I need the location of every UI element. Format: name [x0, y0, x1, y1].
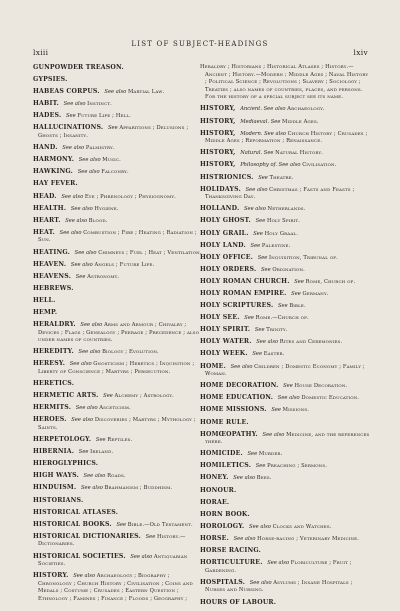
entry-heading: HOROLOGY. — [200, 522, 245, 530]
cross-reference: Archaeology. — [287, 106, 325, 113]
index-entry — [33, 360, 203, 376]
index-entry — [200, 105, 370, 114]
entry-heading: HORSE. — [200, 534, 229, 542]
see-reference-label: See also — [65, 217, 88, 224]
cross-reference: Children ; Domestic Economy ; Family ; Woman. — [205, 363, 365, 378]
cross-reference: Heraldry ; Historians ; Historical Atlases ; History.—Ancient ; History.—Modern ; Middle Ages ; Naval History ; Political Science ; Revolutions ; Slavery ; Sociology ; Treaties ; also names of countries, places, and persons. For the history of a special subject see its name. — [200, 64, 369, 101]
index-entry — [33, 416, 203, 432]
index-entry — [200, 363, 370, 379]
see-reference-label: See also — [130, 553, 153, 560]
cross-reference: Holy Graal. — [264, 230, 298, 237]
entry-heading: GUNPOWDER TREASON. — [33, 64, 124, 71]
cross-reference: Rome.—Church of. — [255, 315, 309, 322]
index-entry — [200, 338, 370, 347]
see-reference-label: See — [103, 393, 113, 400]
cross-reference: History.— Dictionaries. — [38, 533, 186, 548]
index-entry — [33, 76, 203, 85]
cross-reference: Martial Law. — [127, 89, 165, 96]
see-reference-label: See also — [70, 205, 93, 212]
entry-heading: HOLY WEEK. — [200, 350, 248, 358]
entry-heading: HOLY SEE. — [200, 314, 240, 322]
entry-heading: HOME EDUCATION. — [200, 394, 274, 402]
cross-reference: Apparitions ; Delusions ; Ghosts ; Insanity. — [38, 125, 189, 140]
index-entry — [33, 229, 203, 245]
right-column — [200, 64, 370, 611]
entry-heading: HISTORICAL DICTIONARIES. — [33, 532, 141, 540]
entry-heading: HOLY GHOST. — [200, 217, 251, 225]
entry-heading: HORTICULTURE. — [200, 559, 263, 567]
entry-heading: HONEY. — [200, 474, 229, 482]
entry-heading: HISTORY, — [200, 105, 236, 113]
see-reference-label: See — [247, 451, 258, 458]
entry-heading: HEAT. — [33, 228, 55, 236]
see-reference-label: See — [145, 533, 156, 540]
index-entry — [200, 382, 370, 391]
see-reference-label: See also — [70, 261, 93, 268]
cross-reference: Bible.—Old Testament. — [127, 521, 193, 528]
entry-heading: HABEAS CORPUS. — [33, 88, 100, 96]
entry-heading: HOLY GRAIL. — [200, 229, 249, 237]
see-reference-label: See also — [78, 157, 101, 164]
cross-reference: Ireland. — [90, 449, 114, 456]
index-entry — [33, 193, 203, 202]
cross-reference: Archaeology ; Biography ; Chronology ; Church History ; Civilisation ; Coins and Medals ; Costume ; Crusades ; Eastern Question ; Ethnology ; Famines ; Finance ; Floods ; Geography ; — [38, 573, 193, 602]
cross-reference: Civilisation. — [302, 162, 337, 169]
cross-reference: Brahmanism ; Buddhism. — [104, 485, 173, 492]
entry-heading: HEAVEN. — [33, 260, 67, 268]
cross-reference: Church History ; Crusades ; Middle Ages ; Reformation ; Renaissance. — [205, 130, 368, 145]
see-reference-label: See — [66, 113, 76, 120]
entry-heading: HOLY OFFICE. — [200, 253, 254, 261]
see-reference-label: See — [258, 174, 268, 181]
see-reference-label: See also — [71, 417, 94, 424]
cross-reference: Roads. — [107, 473, 126, 480]
cross-reference: Bible. — [289, 303, 306, 310]
see-reference-label: Ancient. See also — [240, 106, 286, 113]
page-number-left: lxiii — [33, 48, 49, 57]
entry-heading: HISTORY, — [200, 149, 236, 157]
entry-heading: HERMITS. — [33, 404, 72, 412]
see-reference-label: See also — [75, 405, 98, 412]
cross-reference: Missions. — [282, 407, 310, 414]
entry-heading: HADES. — [33, 112, 62, 120]
cross-reference: Palestine. — [261, 242, 291, 249]
entry-heading: HERMETIC ARTS. — [33, 392, 99, 400]
entry-heading: HOME RULE. — [200, 418, 249, 426]
see-reference-label: See also — [233, 475, 256, 482]
index-entry — [200, 161, 370, 170]
entry-heading: HAY FEVER. — [33, 180, 78, 188]
index-entry — [200, 474, 370, 483]
entry-heading: HOMILETICS. — [200, 462, 252, 470]
index-entry — [200, 511, 370, 520]
index-entry — [200, 118, 370, 127]
index-entry — [200, 64, 370, 102]
see-reference-label: See also — [74, 249, 97, 256]
cross-reference: Netherlands. — [267, 206, 306, 213]
index-entry — [33, 168, 203, 177]
cross-reference: Middle Ages. — [282, 118, 319, 125]
see-reference-label: See — [116, 521, 127, 528]
left-column — [33, 64, 203, 607]
cross-reference: Asylums ; Insane Hospitals ; Nurses and Nursing. — [205, 579, 353, 594]
index-entry — [200, 535, 370, 544]
entry-heading: HEROES. — [33, 416, 67, 424]
cross-reference: Floriculture ; Fruit ; Gardening. — [205, 560, 352, 574]
index-entry — [200, 230, 370, 239]
cross-reference: Theatre. — [269, 174, 294, 181]
entry-heading: HOMICIDE. — [200, 450, 243, 458]
cross-reference: Asceticism. — [99, 405, 131, 412]
entry-heading: HORSE RACING. — [200, 547, 261, 555]
entry-heading: HISTORY, — [200, 117, 236, 125]
see-reference-label: See — [277, 303, 288, 310]
entry-heading: GYPSIES. — [33, 76, 68, 84]
index-entry — [200, 254, 370, 263]
index-entry — [200, 487, 370, 496]
cross-reference: Astronomy. — [87, 273, 120, 280]
see-reference-label: See also — [83, 473, 106, 480]
cross-reference: Preaching ; Sermons. — [267, 463, 328, 470]
see-reference-label: See — [95, 437, 106, 444]
entry-heading: HOME DECORATION. — [200, 382, 279, 390]
cross-reference: Bees. — [256, 475, 272, 482]
entry-heading: HOMŒOPATHY. — [200, 430, 258, 438]
entry-heading: HISTORICAL BOOKS. — [33, 520, 112, 528]
cross-reference: Chimneys ; Fuel ; Heat ; Ventilation. — [98, 249, 202, 256]
entry-heading: HISTORY, — [200, 129, 236, 137]
entry-heading: HOLY ORDERS. — [200, 265, 257, 273]
see-reference-label: See also — [245, 186, 268, 193]
see-reference-label: See also — [267, 560, 290, 567]
entry-heading: HOLY WATER. — [200, 338, 252, 346]
see-reference-label: See — [257, 254, 268, 261]
index-entry — [33, 124, 203, 140]
index-entry — [200, 394, 370, 403]
see-reference-label: See also — [80, 485, 103, 492]
see-reference-label: See — [271, 407, 282, 414]
cross-reference: Eye ; Phrenology ; Physiognomy. — [84, 193, 176, 200]
cross-reference: Future Life ; Hell. — [77, 113, 131, 120]
entry-heading: HOLIDAYS. — [200, 185, 241, 193]
index-entry — [200, 462, 370, 471]
see-reference-label: See also — [249, 579, 272, 586]
entry-heading: HELL. — [33, 296, 56, 304]
see-reference-label: See — [78, 449, 89, 456]
see-reference-label: See also — [77, 169, 100, 176]
entry-heading: HERETICS. — [33, 380, 75, 388]
cross-reference: Domestic Education. — [301, 395, 360, 402]
entry-heading: HEAD. — [33, 192, 57, 200]
entry-heading: HOLY ROMAN CHURCH. — [200, 277, 290, 285]
entry-heading: HONOUR. — [200, 486, 237, 494]
index-entry — [33, 249, 203, 258]
entry-heading: HERPETOLOGY. — [33, 436, 92, 444]
index-entry — [200, 326, 370, 335]
index-entry — [33, 205, 203, 214]
see-reference-label: See — [75, 273, 86, 280]
index-entry — [200, 149, 370, 158]
see-reference-label: See also — [80, 322, 103, 329]
entry-heading: HIBERNIA. — [33, 448, 75, 456]
see-reference-label: See also — [59, 229, 82, 236]
cross-reference: Easter. — [263, 351, 285, 358]
see-reference-label: See — [260, 266, 271, 273]
cross-reference: Gnosticism ; Heretics ; Inquisition ; Liberty of Conscience ; Martyrs ; Persecution. — [38, 361, 195, 376]
index-entry — [200, 205, 370, 214]
cross-reference: Alchemy ; Astrology. — [114, 393, 174, 400]
entry-heading: HISTORICAL SOCIETIES. — [33, 552, 126, 560]
index-entry — [33, 436, 203, 445]
index-entry — [200, 350, 370, 359]
see-reference-label: See also — [63, 101, 86, 108]
see-reference-label: See also — [243, 206, 266, 213]
cross-reference: Combustion ; Fire ; Heating ; Radiation ; Sun. — [38, 229, 197, 244]
entry-heading: HOME MISSIONS. — [200, 406, 267, 414]
see-reference-label: See also — [230, 363, 253, 370]
see-reference-label: See — [252, 351, 263, 358]
index-entry — [200, 186, 370, 202]
index-entry — [33, 180, 203, 189]
cross-reference: Trinity. — [266, 327, 288, 334]
index-entry — [200, 266, 370, 275]
index-entry — [200, 499, 370, 508]
index-entry — [33, 297, 203, 306]
index-entry — [33, 404, 203, 413]
entry-heading: HOLY SPIRIT. — [200, 326, 251, 334]
entry-heading: HIGH WAYS. — [33, 472, 79, 480]
see-reference-label: See also — [73, 573, 96, 580]
index-entry — [200, 431, 370, 447]
cross-reference: Horse-racing ; Veterinary Medicine. — [257, 535, 360, 542]
entry-heading: HISTORY, — [200, 161, 236, 169]
index-entry — [33, 261, 203, 270]
cross-reference: Clocks and Watches. — [272, 523, 332, 530]
cross-reference: Discoveries ; Martyrs ; Mythology ; Saints. — [38, 417, 196, 431]
entry-heading: HOLLAND. — [200, 205, 240, 213]
entry-heading: HAND. — [33, 144, 58, 152]
index-entry — [200, 406, 370, 415]
see-reference-label: See — [250, 242, 261, 249]
cross-reference: Antiquarian Societies. — [38, 553, 188, 568]
cross-reference: Germany. — [302, 290, 329, 297]
cross-reference: Biology ; Evolution. — [102, 349, 159, 356]
entry-heading: HEART. — [33, 216, 61, 224]
cross-reference: Natural History. — [275, 150, 323, 157]
see-reference-label: Philosophy of. See also — [240, 162, 301, 169]
entry-heading: HARMONY. — [33, 156, 75, 164]
index-entry — [200, 450, 370, 459]
see-reference-label: See also — [233, 535, 256, 542]
index-entry — [33, 88, 203, 97]
entry-heading: HIEROGLYPHICS. — [33, 460, 99, 468]
index-entry — [33, 509, 203, 518]
see-reference-label: See — [294, 278, 304, 285]
index-entry — [33, 572, 203, 603]
entry-heading: HOLY ROMAN EMPIRE. — [200, 289, 287, 297]
cross-reference: Christmas ; Fasts and Feasts ; Thanksgiving Day. — [205, 186, 355, 201]
see-reference-label: Modern. See also — [240, 130, 287, 137]
entry-heading: HEALTH. — [33, 204, 67, 212]
cross-reference: Angels ; Future Life. — [94, 261, 155, 268]
see-reference-label: See also — [256, 339, 279, 346]
cross-reference: Instinct. — [87, 101, 112, 108]
index-entry — [33, 497, 203, 506]
index-entry — [200, 242, 370, 251]
index-entry — [200, 290, 370, 299]
entry-heading: HEMP. — [33, 308, 58, 316]
index-entry — [33, 392, 203, 401]
see-reference-label: See also — [78, 349, 101, 356]
see-reference-label: See also — [277, 395, 300, 402]
see-reference-label: See also — [104, 89, 127, 96]
index-entry — [33, 217, 203, 226]
index-entry — [200, 523, 370, 532]
entry-heading: HOME. — [200, 362, 226, 370]
cross-reference: Palmistry. — [85, 145, 115, 152]
index-entry — [33, 309, 203, 318]
page-number-right: lxiv — [353, 48, 368, 57]
index-entry — [33, 533, 203, 549]
cross-reference: Reptiles. — [107, 437, 133, 444]
entry-heading: HERALDRY. — [33, 321, 76, 329]
index-entry — [33, 64, 203, 73]
entry-heading: HEATING. — [33, 248, 70, 256]
index-entry — [200, 579, 370, 595]
index-entry — [200, 278, 370, 287]
entry-heading: HOLY LAND. — [200, 241, 246, 249]
page-header: LIST OF SUBJECT-HEADINGS — [131, 40, 269, 48]
index-entry — [33, 156, 203, 165]
index-entry — [33, 285, 203, 294]
index-entry — [200, 130, 370, 146]
index-entry — [33, 321, 203, 345]
index-entry — [33, 521, 203, 530]
cross-reference: Medicine, and the references there. — [205, 431, 370, 446]
entry-heading: HEREDITY. — [33, 348, 74, 356]
index-entry — [200, 419, 370, 428]
entry-heading: HERESY. — [33, 360, 66, 368]
index-entry — [200, 314, 370, 323]
cross-reference: Ordination. — [272, 266, 305, 273]
entry-heading: HORAE. — [200, 498, 230, 506]
entry-heading: HEBREWS. — [33, 284, 74, 292]
see-reference-label: See also — [61, 193, 84, 200]
index-entry — [33, 348, 203, 357]
cross-reference: Holy Spirit. — [266, 218, 300, 225]
see-reference-label: See — [254, 327, 265, 334]
index-entry — [33, 472, 203, 481]
index-entry — [200, 547, 370, 556]
entry-heading: HINDUISM. — [33, 484, 77, 492]
cross-reference: Arms and Armour ; Chivalry ; Devices ; Flags ; Genealogy ; Peerage ; Precedence ; also under names of countries. — [38, 322, 200, 344]
index-entry — [200, 217, 370, 226]
cross-reference: Hygiene. — [94, 205, 119, 212]
entry-heading: HAWKING. — [33, 168, 74, 176]
entry-heading: HALLUCINATIONS. — [33, 124, 104, 132]
index-entry — [200, 302, 370, 311]
see-reference-label: See — [253, 230, 263, 237]
cross-reference: Rome, Church of. — [305, 278, 356, 285]
cross-reference: Blood. — [88, 217, 108, 224]
index-entry — [33, 448, 203, 457]
entry-heading: HISTRIONICS. — [200, 173, 254, 181]
see-reference-label: Mediaeval. See — [240, 118, 281, 125]
index-entry — [33, 553, 203, 569]
index-entry — [33, 380, 203, 389]
entry-heading: HABIT. — [33, 100, 59, 108]
cross-reference: Falconry. — [101, 169, 129, 176]
see-reference-label: See also — [62, 145, 85, 152]
see-reference-label: See also — [249, 523, 271, 530]
entry-heading: HOSPITALS. — [200, 578, 246, 586]
index-entry — [33, 460, 203, 469]
index-entry — [200, 559, 370, 575]
cross-reference: Music. — [102, 157, 121, 164]
entry-heading: HISTORICAL ATLASES. — [33, 508, 119, 516]
see-reference-label: See — [244, 315, 254, 322]
see-reference-label: See — [255, 463, 266, 470]
see-reference-label: See also — [69, 361, 92, 368]
index-entry — [33, 484, 203, 493]
entry-heading: HEAVENS. — [33, 272, 72, 280]
index-entry — [33, 144, 203, 153]
see-reference-label: See — [283, 383, 293, 390]
entry-heading: HOLY SCRIPTURES. — [200, 302, 274, 310]
cross-reference: Inquisition, Tribunal of. — [269, 254, 338, 261]
entry-heading: HISTORIANS. — [33, 496, 84, 504]
cross-reference: Murder. — [258, 451, 283, 458]
entry-heading: HORN BOOK. — [200, 510, 250, 518]
entry-heading: HISTORY. — [33, 572, 69, 580]
see-reference-label: Natural. See — [240, 150, 274, 157]
index-entry — [33, 273, 203, 282]
index-entry — [200, 174, 370, 183]
see-reference-label: See also — [262, 431, 285, 438]
index-entry — [33, 112, 203, 121]
index-entry — [200, 599, 370, 608]
entry-heading: HOURS OF LABOUR. — [200, 598, 277, 606]
see-reference-label: See — [255, 218, 266, 225]
cross-reference: Rites and Ceremonies. — [279, 339, 343, 346]
cross-reference: House Decoration. — [294, 383, 348, 390]
see-reference-label: See — [291, 290, 301, 297]
index-entry — [33, 100, 203, 109]
see-reference-label: See — [107, 125, 118, 132]
